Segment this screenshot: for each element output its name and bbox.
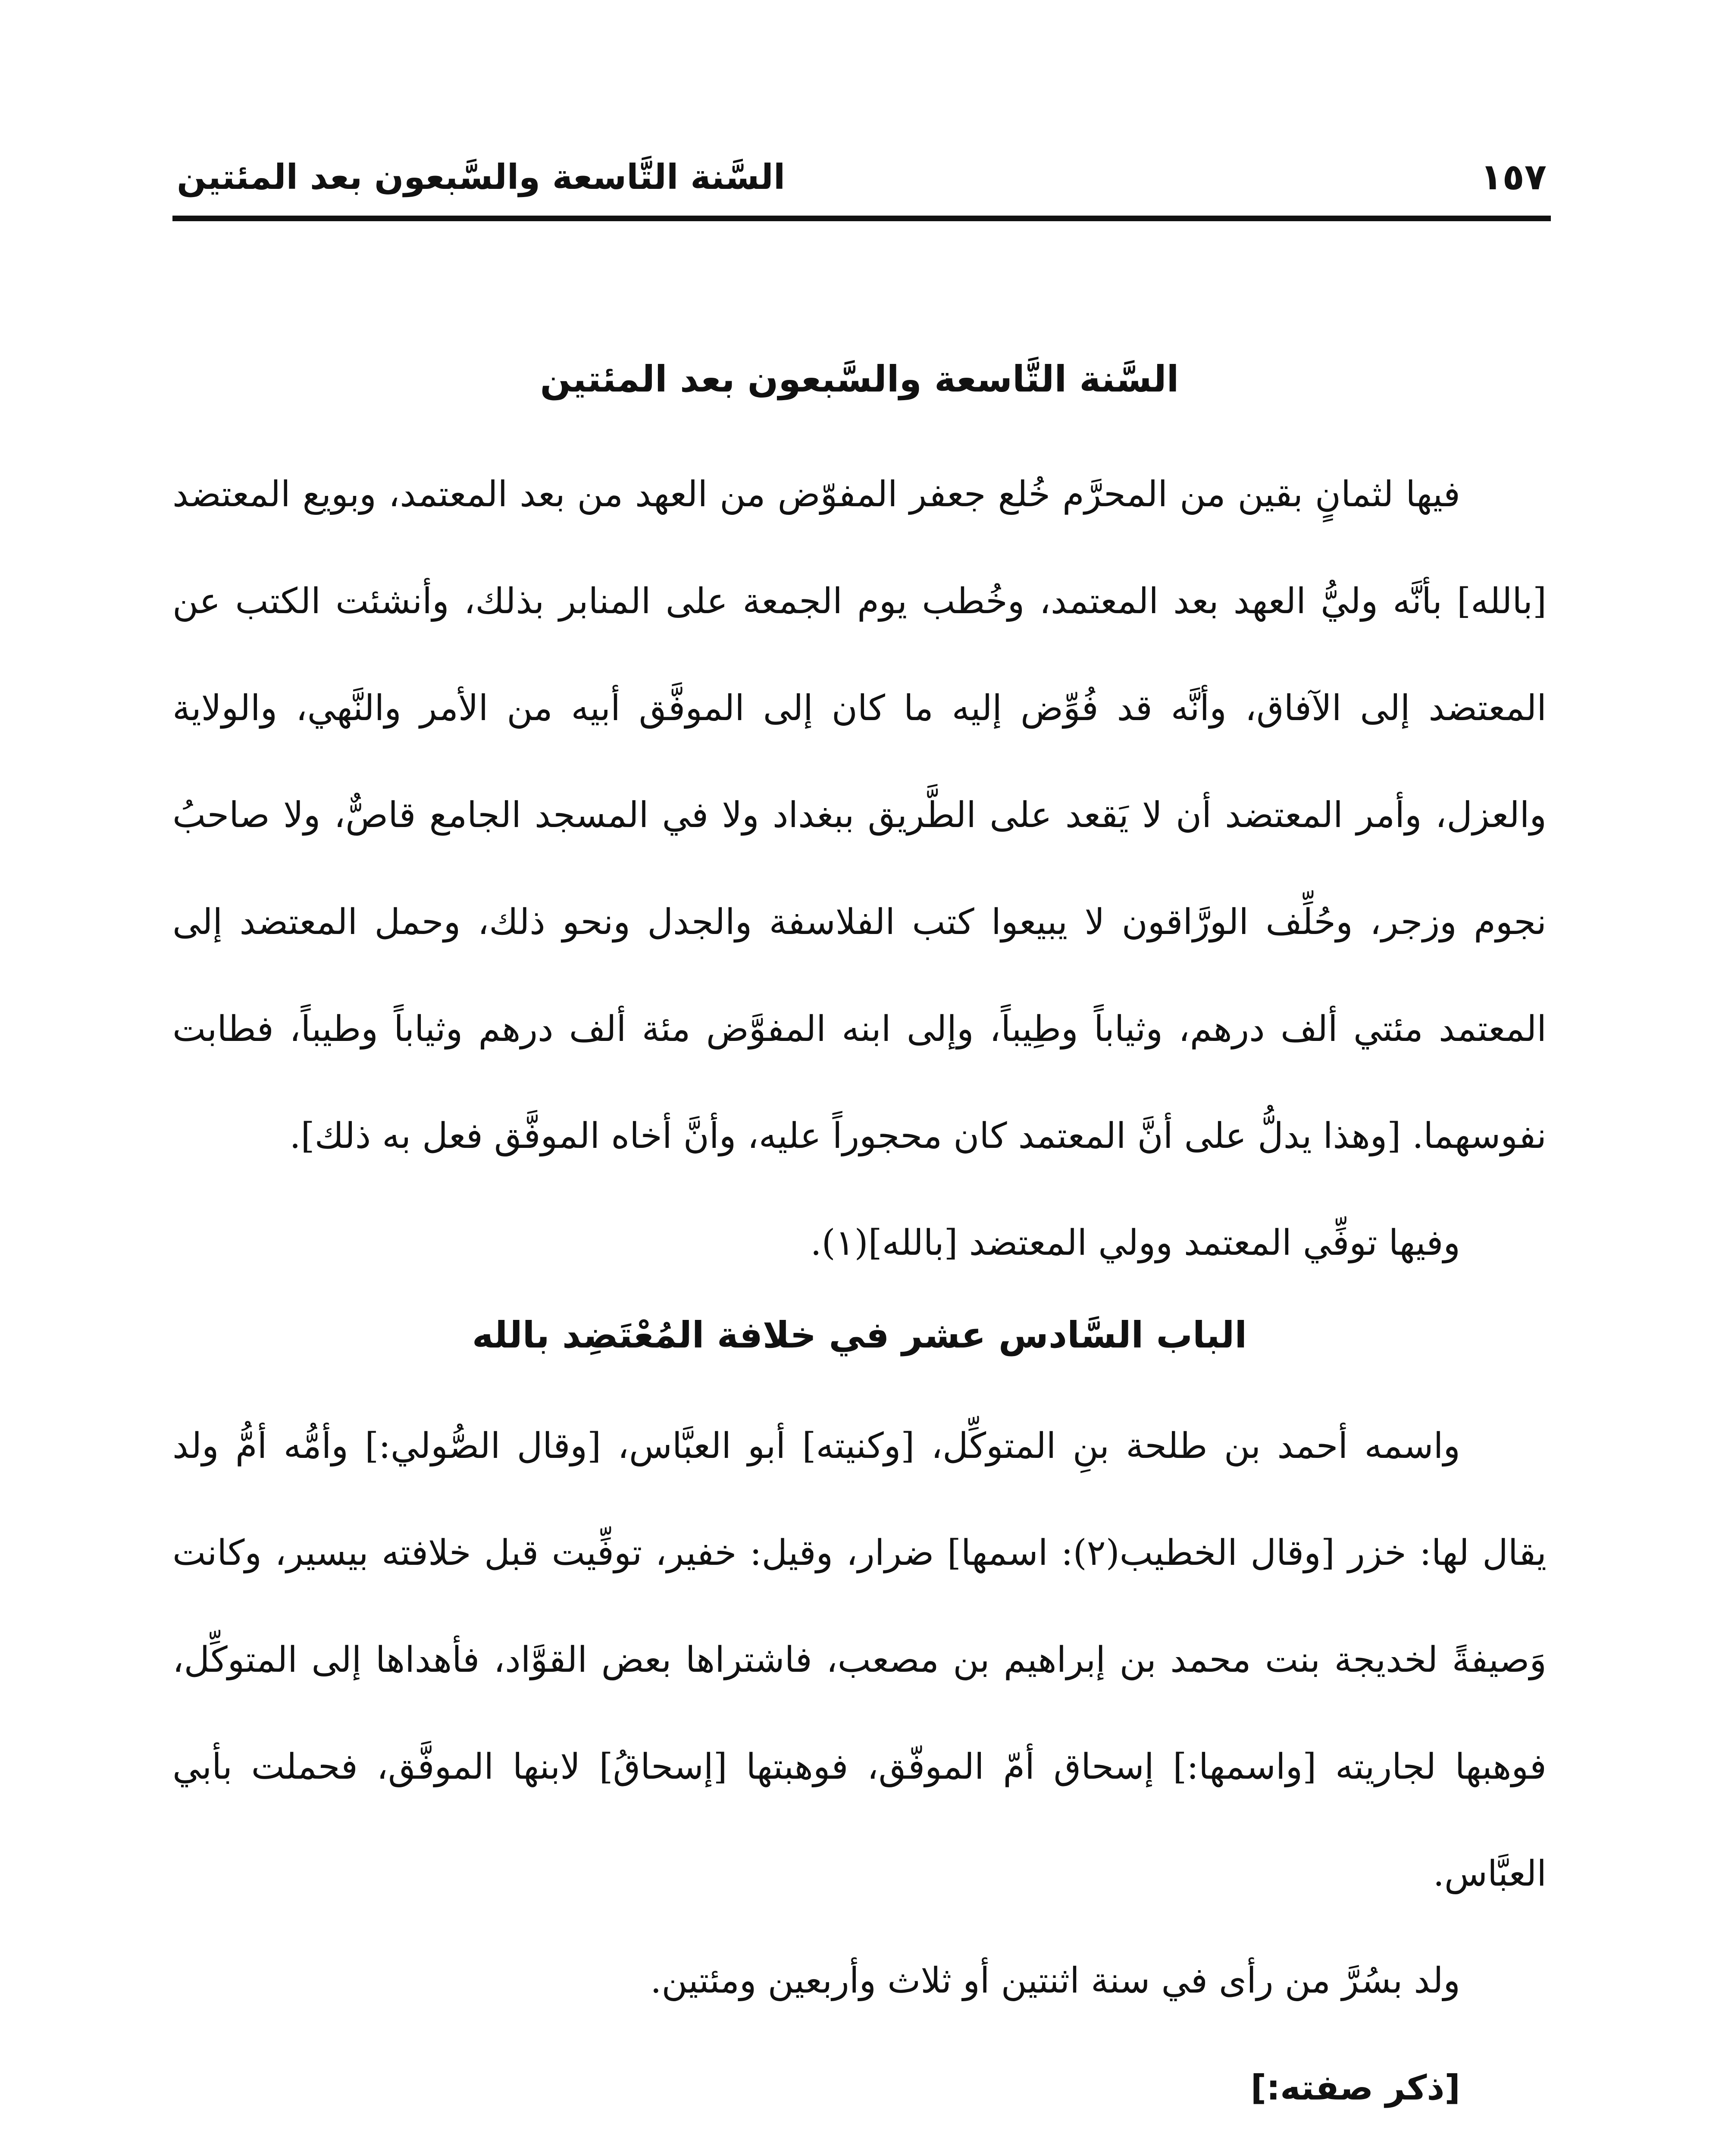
section-title: السَّنة التَّاسعة والسَّبعون بعد المئتين: [540, 358, 1179, 400]
running-header: [177, 142, 1547, 211]
paragraph: فيها لثمانٍ بقين من المحرَّم خُلع جعفر المفوّض من العهد من بعد المعتمد، وبويع المعتضد [بالله] بأنَّه وليُّ العهد بعد المعتمد، وخُطب يوم الجمعة على المنابر بذلك، وأنشئت الكتب عن المعتضد إلى الآفاق، وأنَّه قد فُوِّض إليه ما كان إلى الموفَّق أبيه من الأمر والنَّهي، والولاية والعزل، وأمر المعتضد أن لا يَقعد على الطَّريق ببغداد ولا في المسجد الجامع قاصٌّ، ولا صاحبُ نجوم وزجر، وحُلِّف الورَّاقون لا يبيعوا كتب الفلاسفة والجدل ونحو ذلك، وحمل المعتضد إلى المعتمد مئتي ألف درهم، وثياباً وطِيباً، وإلى ابنه المفوَّض مئة ألف درهم وثياباً وطيباً، فطابت نفوسهما. [وهذا يدلُّ على أنَّ المعتمد كان محجوراً عليه، وأنَّ أخاه الموفَّق فعل به ذلك].: [172, 474, 1547, 1156]
chapter-title: الباب السَّادس عشر في خلافة المُعْتَضِد بالله: [472, 1314, 1247, 1356]
paragraph: وفيها توفِّي المعتمد وولي المعتضد [بالله](١).: [810, 1222, 1460, 1263]
subheading: [ذكر صفته:]: [1250, 2068, 1460, 2108]
paragraph: واسمه أحمد بن طلحة بنِ المتوكِّل، [وكنيته] أبو العبَّاس، [وقال الصُّولي:] وأمُّه أمُّ ولد يقال لها: خزر [وقال الخطيب(٢): اسمها] ضرار، وقيل: خفير، توفِّيت قبل خلافته بيسير، وكانت وَصيفةً لخديجة بنت محمد بن إبراهيم بن مصعب، فاشتراها بعض القوَّاد، فأهداها إلى المتوكِّل، فوهبها لجاريته [واسمها:] إسحاق أمّ الموفّق، فوهبتها [إسحاقُ] لابنها الموفَّق، فحملت بأبي العبَّاس.: [172, 1426, 1547, 1894]
main-text: [172, 358, 1547, 2156]
page-number: ١٥٧: [1480, 156, 1547, 198]
header-rule: [172, 216, 1551, 221]
running-title: السَّنة التَّاسعة والسَّبعون بعد المئتين: [177, 157, 786, 197]
paragraph: [172, 2141, 1547, 2156]
paragraph: ولد بسُرَّ من رأى في سنة اثنتين أو ثلاث وأربعين ومئتين.: [650, 1960, 1460, 2001]
